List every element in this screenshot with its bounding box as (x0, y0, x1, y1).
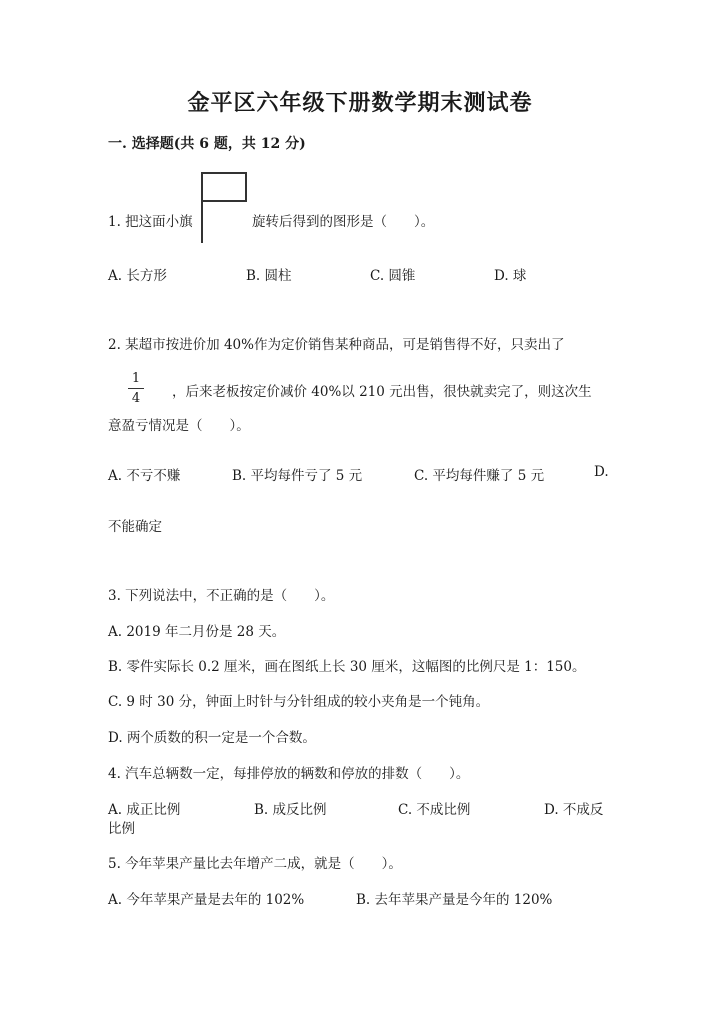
q2-line-2: ，后来老板按定价减价 40%以 210 元出售，很快就卖完了，则这次生 (172, 384, 592, 400)
q1-stem-before: 1. 把这面小旗 (108, 214, 193, 230)
q4-option-d: D. 不成反 (544, 802, 604, 818)
section-heading: 一. 选择题(共 6 题，共 12 分) (108, 136, 306, 152)
q2-option-d: D. (594, 464, 609, 480)
fraction-one-quarter (128, 371, 144, 406)
q4-option-c: C. 不成比例 (398, 802, 471, 818)
q4-option-a: A. 成正比例 (108, 802, 181, 818)
q1-option-d: D. 球 (494, 268, 527, 284)
q1-option-c: C. 圆锥 (370, 268, 416, 284)
q5-option-b: B. 去年苹果产量是今年的 120% (356, 892, 553, 908)
q3-option-b: B. 零件实际长 0.2 厘米，画在图纸上长 30 厘米，这幅图的比例尺是 1：150。 (108, 659, 586, 675)
q1-option-a: A. 长方形 (108, 268, 167, 284)
q2-line-1: 2. 某超市按进价加 40%作为定价销售某种商品，可是销售得不好，只卖出了 (108, 337, 565, 353)
q4-stem: 4. 汽车总辆数一定，每排停放的辆数和停放的排数（ ）。 (108, 766, 470, 782)
q3-stem: 3. 下列说法中，不正确的是（ ）。 (108, 588, 335, 604)
q2-option-b: B. 平均每件亏了 5 元 (232, 468, 363, 484)
q3-option-a: A. 2019 年二月份是 28 天。 (108, 624, 286, 640)
fraction-denominator: 4 (131, 391, 141, 406)
q5-stem: 5. 今年苹果产量比去年增产二成，就是（ ）。 (108, 856, 402, 872)
q5-option-a: A. 今年苹果产量是去年的 102% (108, 892, 305, 908)
q1-stem-after: 旋转后得到的图形是（ ）。 (252, 214, 435, 230)
fraction-bar (128, 388, 144, 389)
q3-option-d: D. 两个质数的积一定是一个合数。 (108, 730, 316, 746)
q4-option-d-continued: 比例 (108, 821, 135, 837)
q1-option-b: B. 圆柱 (246, 268, 292, 284)
page-title: 金平区六年级下册数学期末测试卷 (187, 90, 533, 116)
q4-option-b: B. 成反比例 (254, 802, 327, 818)
q2-line-3: 意盈亏情况是（ ）。 (108, 418, 250, 434)
fraction-numerator: 1 (131, 371, 141, 386)
q2-option-a: A. 不亏不赚 (108, 468, 181, 484)
q2-option-c: C. 平均每件赚了 5 元 (414, 468, 545, 484)
q2-option-d-continued: 不能确定 (108, 519, 162, 535)
q3-option-c: C. 9 时 30 分，钟面上时针与分针组成的较小夹角是一个钝角。 (108, 694, 490, 710)
flag-pole (201, 173, 203, 243)
flag-cloth (201, 172, 247, 202)
